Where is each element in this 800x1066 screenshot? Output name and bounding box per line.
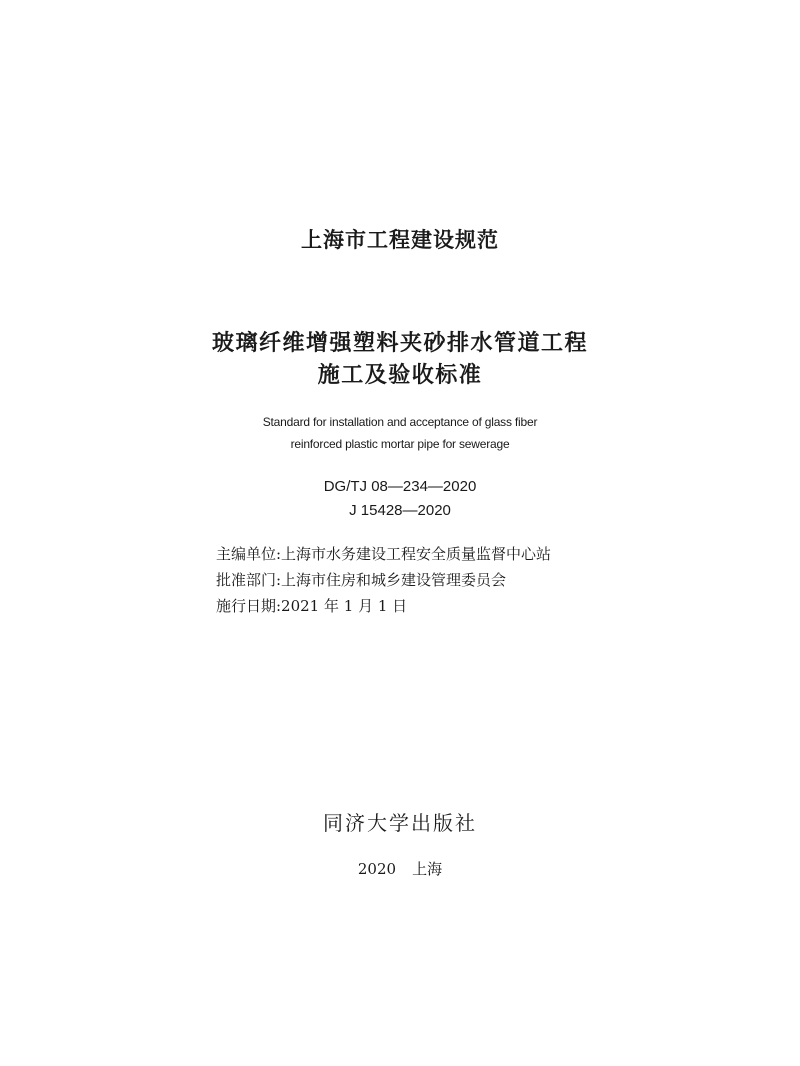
english-title-line-1: Standard for installation and acceptance of glass fiber [262,415,538,429]
document-title-line-2: 施工及验收标准 [317,363,483,388]
document-title-line-1: 玻璃纤维增强塑料夹砂排水管道工程 [211,331,588,356]
approving-department: 批准部门:上海市住房和城乡建设管理委员会 [216,571,507,589]
record-number: J 15428—2020 [349,502,451,519]
imprint-city: 上海 [412,860,443,878]
standard-number: DG/TJ 08—234—2020 [323,478,477,495]
english-title-line-2: reinforced plastic mortar pipe for sewerage [290,437,510,451]
series-title: 上海市工程建设规范 [301,228,499,252]
editor-unit: 主编单位:上海市水务建设工程安全质量监督中心站 [216,545,552,563]
imprint-year: 2020 [357,860,397,878]
imprint [0,858,800,879]
publisher-name: 同济大学出版社 [323,811,477,835]
effective-date: 施行日期:2021 年 1 月 1 日 [216,597,408,615]
